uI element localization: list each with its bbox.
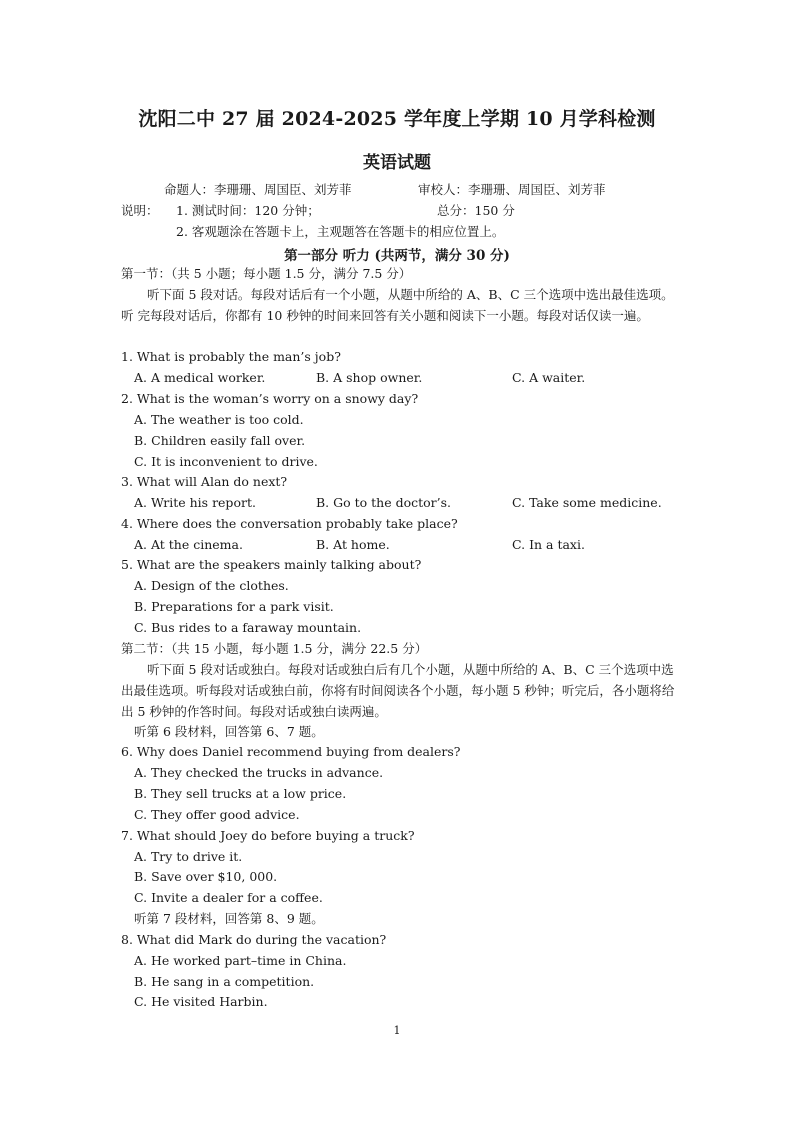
q8-stem: 8. What did Mark do during the vacation? (121, 932, 387, 947)
q3-option-b: B. Go to the doctor’s. (316, 495, 451, 510)
q4-option-a: A. At the cinema. (134, 537, 243, 552)
q4-stem: 4. Where does the conversation probably take place? (121, 516, 458, 531)
setters-line: 命题人：李珊珊、周国臣、刘芳菲 (164, 182, 352, 197)
q5-option-b: B. Preparations for a park visit. (134, 599, 334, 614)
q6-option-a: A. They checked the trucks in advance. (134, 765, 384, 780)
note-total: 总分：150 分 (437, 203, 515, 218)
note-answer-sheet: 2. 客观题涂在答题卡上，主观题答在答题卡的相应位置上。 (176, 224, 505, 239)
exam-title: 沈阳二中 27 届 2024-2025 学年度上学期 10 月学科检测 (138, 108, 656, 130)
q8-option-b: B. He sang in a competition. (134, 974, 315, 989)
q3-option-c: C. Take some medicine. (512, 495, 662, 510)
section1-heading: 第一节：（共 5 小题；每小题 1.5 分，满分 7.5 分） (121, 266, 412, 281)
q2-option-a: A. The weather is too cold. (134, 412, 304, 427)
q5-option-a: A. Design of the clothes. (134, 578, 289, 593)
q7-option-a: A. Try to drive it. (134, 849, 243, 864)
q3-option-a: A. Write his report. (134, 495, 256, 510)
section2-heading: 第二节：（共 15 小题，每小题 1.5 分，满分 22.5 分） (121, 641, 428, 656)
material7-note: 听第 7 段材料，回答第 8、9 题。 (134, 911, 324, 926)
q6-stem: 6. Why does Daniel recommend buying from dealers? (121, 744, 461, 759)
q2-option-b: B. Children easily fall over. (134, 433, 306, 448)
q4-option-b: B. At home. (316, 537, 390, 552)
note-time: 1. 测试时间：120 分钟； (176, 203, 320, 218)
note-label: 说明： (121, 203, 159, 218)
q5-option-c: C. Bus rides to a faraway mountain. (134, 620, 362, 635)
exam-subtitle: 英语试题 (363, 153, 431, 173)
q1-stem: 1. What is probably the man’s job? (121, 349, 341, 364)
q4-option-c: C. In a taxi. (512, 537, 585, 552)
q8-option-a: A. He worked part–time in China. (134, 953, 347, 968)
q6-option-b: B. They sell trucks at a low price. (134, 786, 347, 801)
checkers-line: 审校人：李珊珊、周国臣、刘芳菲 (418, 182, 606, 197)
q5-stem: 5. What are the speakers mainly talking about? (121, 557, 422, 572)
material6-note: 听第 6 段材料，回答第 6、7 题。 (134, 724, 324, 739)
q1-option-a: A. A medical worker. (134, 370, 266, 385)
q7-option-b: B. Save over $10, 000. (134, 869, 278, 884)
section1-instructions: 听下面 5 段对话。每段对话后有一个小题，从题中所给的 A、B、C 三个选项中选出最佳选项。听 完每段对话后，你都有 10 秒钟的时间来回答有关小题和阅读下一小题。每段对话仅读一遍。 (121, 287, 674, 323)
q7-stem: 7. What should Joey do before buying a truck? (121, 828, 415, 843)
q1-option-b: B. A shop owner. (316, 370, 423, 385)
page-number: 1 (393, 1024, 401, 1037)
q2-option-c: C. It is inconvenient to drive. (134, 454, 318, 469)
part1-heading: 第一部分 听力 (共两节，满分 30 分) (284, 248, 510, 264)
section2-instructions: 听下面 5 段对话或独白。每段对话或独白后有几个小题，从题中所给的 A、B、C 三个选项中选出最佳选项。听每段对话或独白前，你将有时间阅读各个小题，每小题 5 秒钟；听完后，各小题将给出 5 秒钟的作答时间。每段对话或独白读两遍。 (121, 662, 675, 719)
q6-option-c: C. They offer good advice. (134, 807, 300, 822)
q3-stem: 3. What will Alan do next? (121, 474, 288, 489)
q1-option-c: C. A waiter. (512, 370, 586, 385)
q7-option-c: C. Invite a dealer for a coffee. (134, 890, 323, 905)
q2-stem: 2. What is the woman’s worry on a snowy day? (121, 391, 419, 406)
q8-option-c: C. He visited Harbin. (134, 994, 268, 1009)
